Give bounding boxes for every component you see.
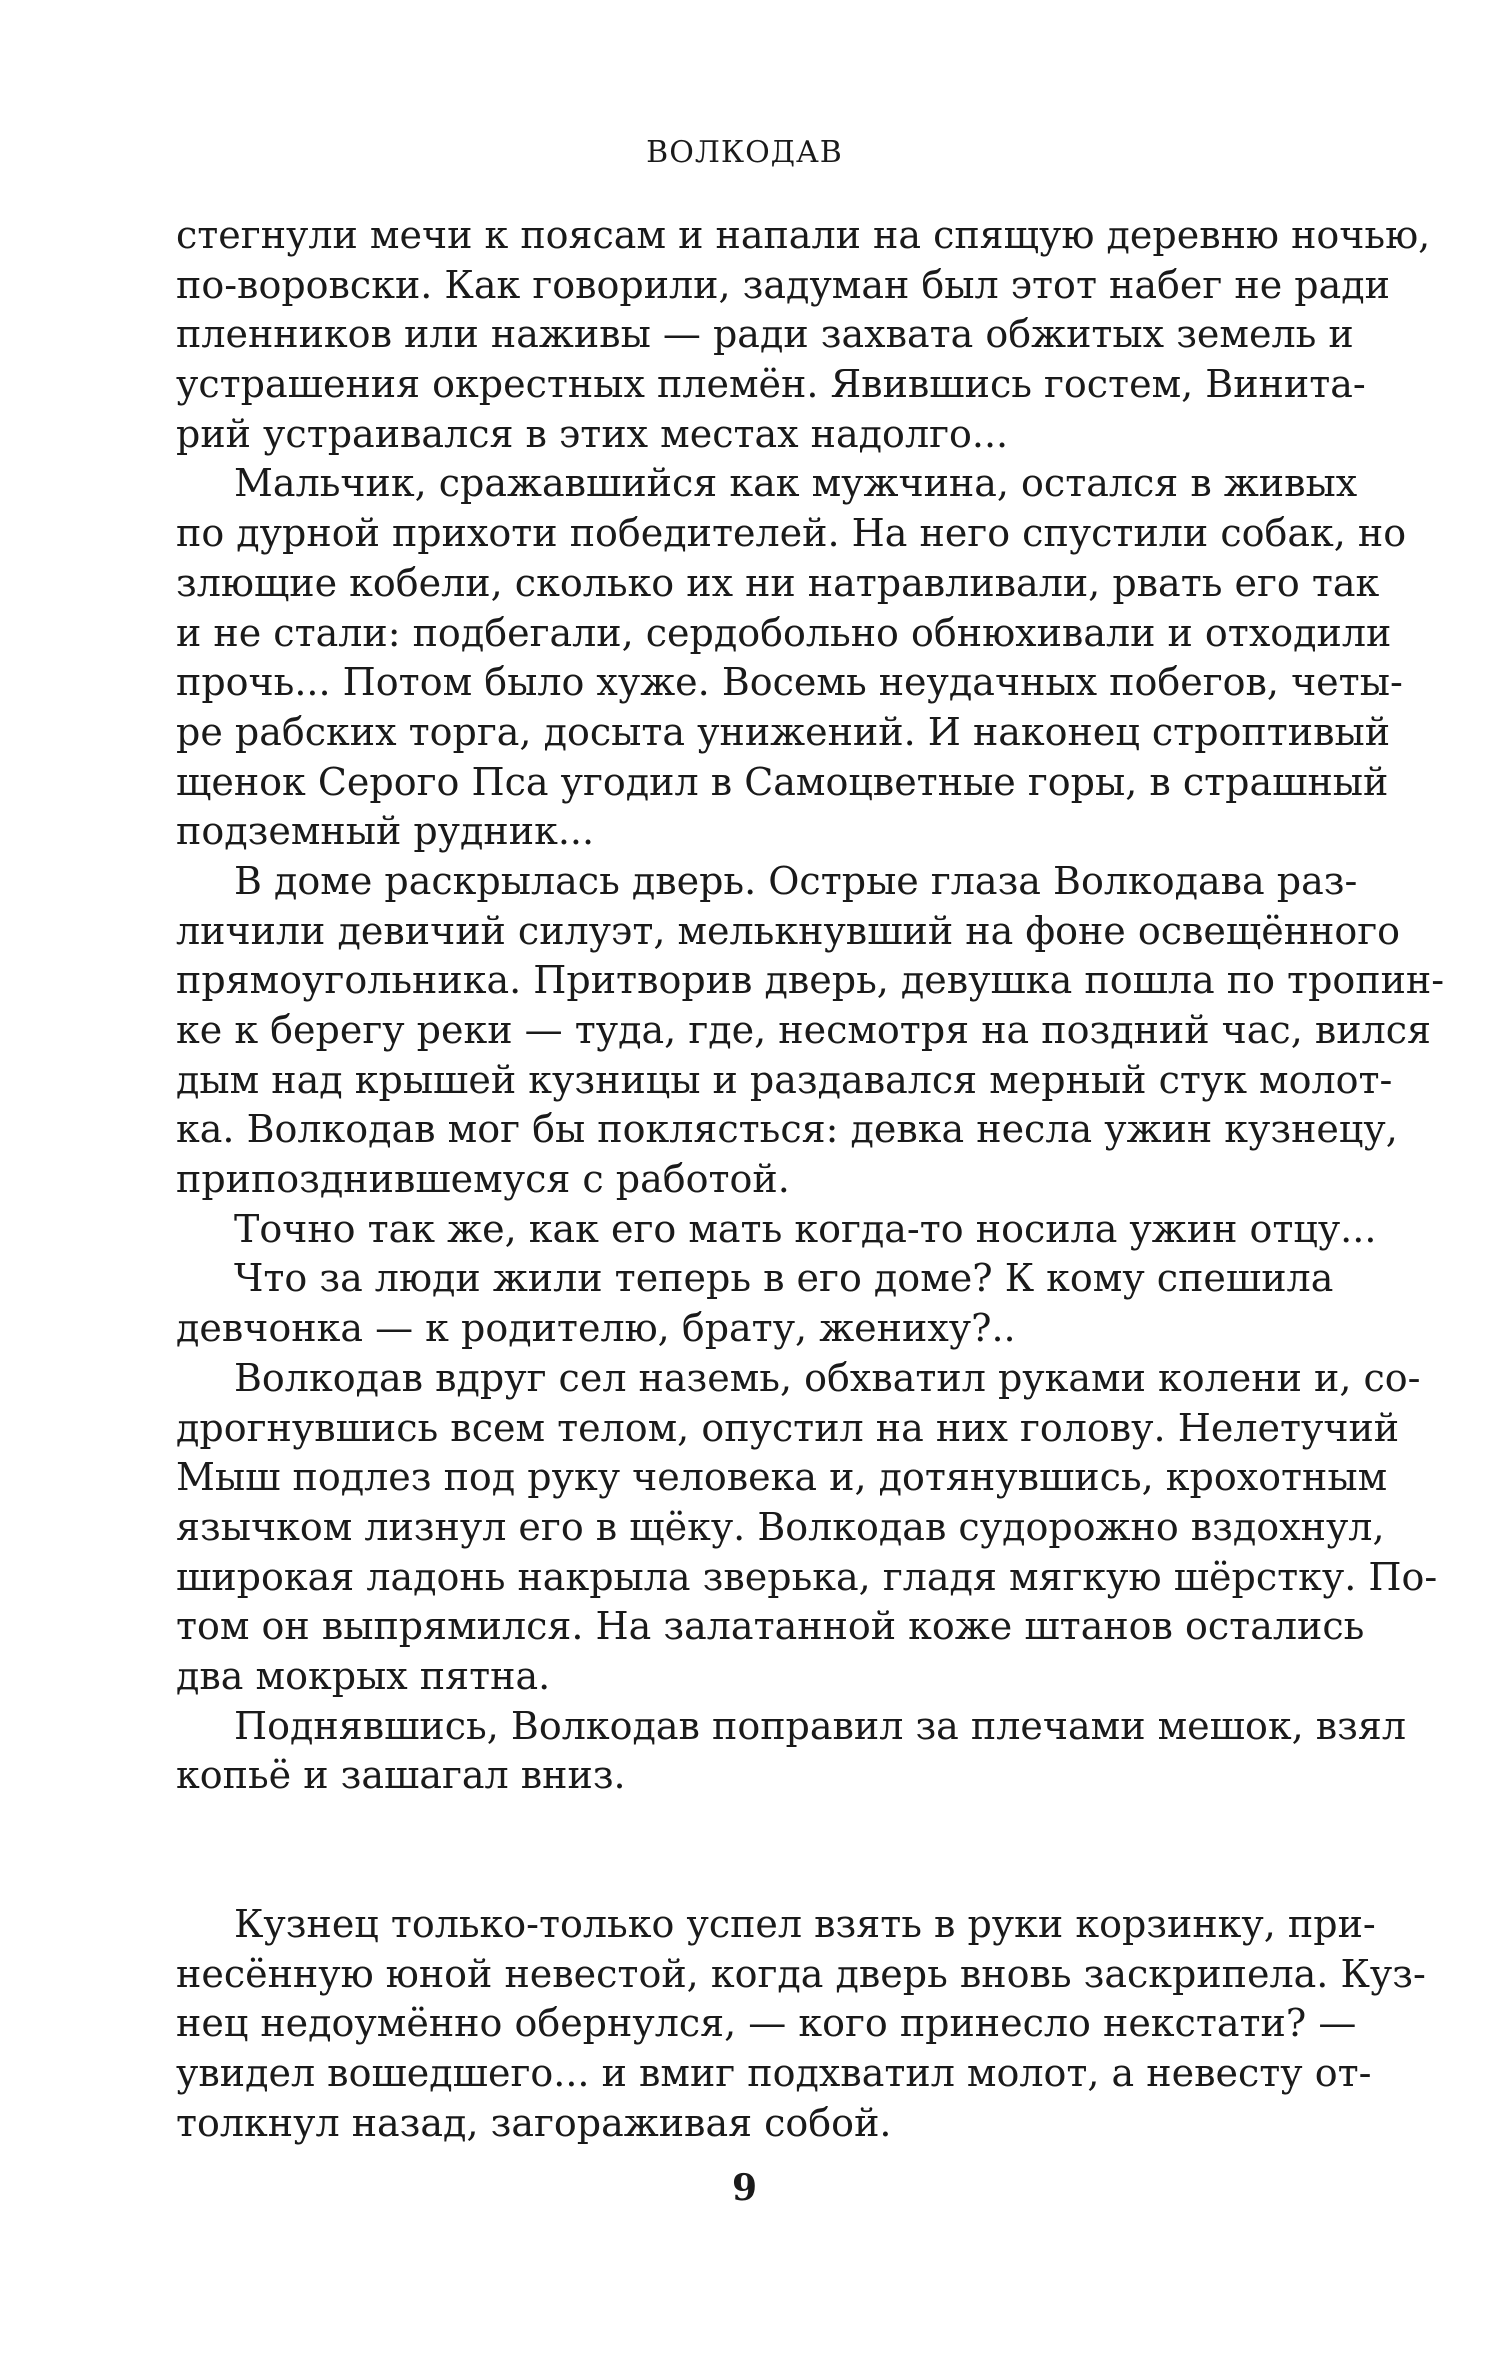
text-line: В доме раскрылась дверь. Острые глаза Волкодава раз-: [234, 858, 1358, 903]
text-line: щенок Серого Пса угодил в Самоцветные горы, в страшный: [176, 759, 1389, 804]
text-line: нец недоумённо обернулся, — кого принесло некстати? —: [176, 2001, 1357, 2046]
paragraph: [176, 1900, 1426, 2148]
text-line: злющие кобели, сколько их ни натравливали, рвать его так: [176, 560, 1380, 605]
text-line: припозднившемуся с работой.: [176, 1157, 790, 1202]
paragraph: [176, 1702, 1406, 1801]
text-line: прочь... Потом было хуже. Восемь неудачных побегов, четы-: [176, 660, 1403, 705]
paragraph: [176, 459, 1407, 857]
section-break: [176, 1801, 1288, 1900]
paragraph: [176, 1354, 1438, 1702]
text-line: Волкодав вдруг сел наземь, обхватил руками колени и, со-: [234, 1355, 1421, 1400]
text-line: том он выпрямился. На залатанной коже штанов остались: [176, 1604, 1365, 1649]
text-line: устрашения окрестных племён. Явившись гостем, Винита-: [176, 362, 1366, 407]
text-line: несённую юной невестой, когда дверь вновь заскрипела. Куз-: [176, 1951, 1426, 1996]
text-line: толкнул назад, загораживая собой.: [176, 2100, 892, 2145]
text-line: ке к берегу реки — туда, где, несмотря на поздний час, вился: [176, 1008, 1431, 1052]
text-line: два мокрых пятна.: [176, 1653, 551, 1698]
text-line: Точно так же, как его мать когда-то носила ужин отцу...: [234, 1206, 1377, 1251]
text-line: Поднявшись, Волкодав поправил за плечами мешок, взял: [234, 1703, 1406, 1748]
body-text: [176, 211, 1445, 2148]
running-head: ВОЛКОДАВ: [646, 135, 843, 170]
text-line: и не стали: подбегали, сердобольно обнюхивали и отходили: [176, 610, 1392, 655]
paragraph: [176, 1254, 1334, 1353]
text-line: прямоугольника. Притворив дверь, девушка пошла по тропин-: [176, 958, 1445, 1003]
text-line: ре рабских торга, досыта унижений. И наконец строптивый: [176, 709, 1391, 754]
text-line: дым над крышей кузницы и раздавался мерный стук молот-: [176, 1057, 1393, 1102]
text-line: увидел вошедшего... и вмиг подхватил молот, а невесту от-: [176, 2051, 1372, 2096]
page-number: 9: [731, 2167, 758, 2209]
text-line: Мальчик, сражавшийся как мужчина, остался в живых: [234, 461, 1358, 506]
text-line: язычком лизнул его в щёку. Волкодав судорожно вздохнул,: [176, 1504, 1385, 1549]
paragraph: [176, 211, 1431, 459]
text-line: по-воровски. Как говорили, задуман был этот набег не ради: [176, 262, 1390, 307]
text-line: дрогнувшись всем телом, опустил на них голову. Нелетучий: [176, 1405, 1400, 1450]
paragraph: [176, 1205, 1377, 1255]
text-line: ка. Волкодав мог бы поклясться: девка несла ужин кузнецу,: [176, 1107, 1398, 1152]
text-line: по дурной прихоти победителей. На него спустили собак, но: [176, 511, 1407, 556]
paragraph: [176, 857, 1445, 1205]
text-line: Кузнец только-только успел взять в руки корзинку, при-: [234, 1902, 1376, 1946]
text-line: копьё и зашагал вниз.: [176, 1753, 626, 1798]
text-line: девчонка — к родителю, брату, жениху?..: [176, 1306, 1016, 1351]
text-line: широкая ладонь накрыла зверька, гладя мягкую шёрстку. По-: [176, 1554, 1438, 1599]
text-line: пленников или наживы — ради захвата обжитых земель и: [176, 312, 1354, 357]
text-line: стегнули мечи к поясам и напали на спящую деревню ночью,: [176, 213, 1431, 257]
text-line: Мыш подлез под руку человека и, дотянувшись, крохотным: [176, 1455, 1388, 1500]
text-line: подземный рудник...: [176, 809, 595, 854]
text-line: рий устраивался в этих местах надолго...: [176, 411, 1009, 456]
text-line: личили девичий силуэт, мелькнувший на фоне освещённого: [176, 908, 1401, 953]
text-line: Что за люди жили теперь в его доме? К кому спешила: [234, 1256, 1334, 1301]
